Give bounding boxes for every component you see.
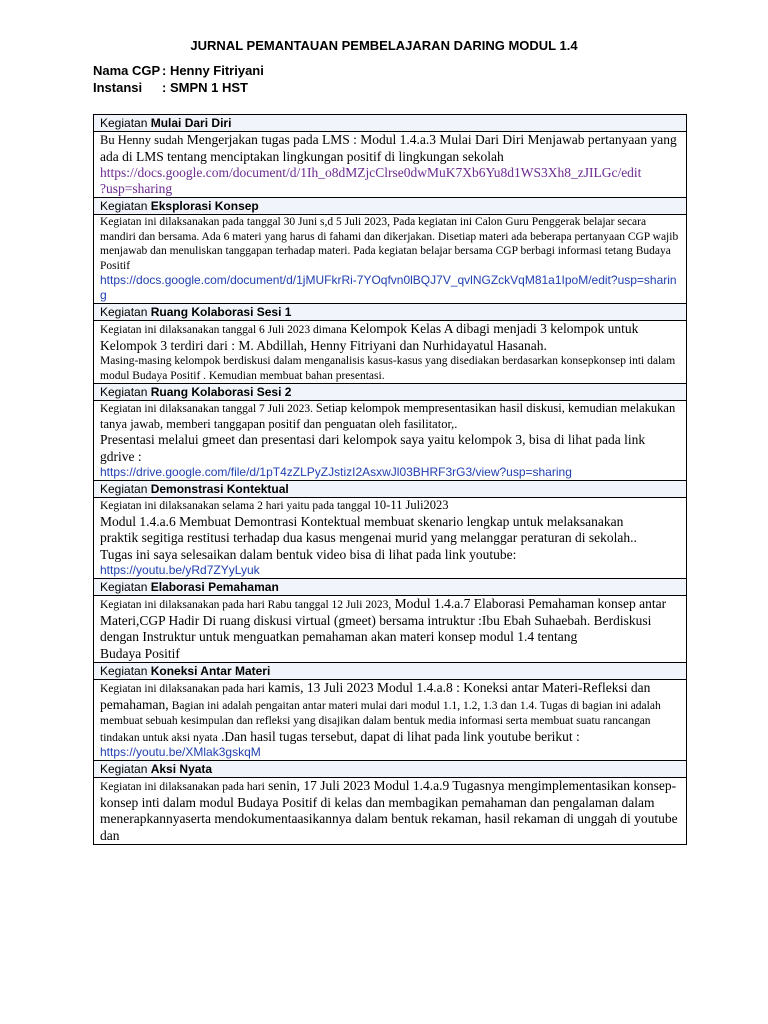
section-body-row	[94, 132, 687, 198]
section-body	[94, 132, 687, 198]
institution-label: Instansi	[93, 80, 143, 95]
section-header-row	[94, 579, 687, 596]
section-text: Modul 1.4.a.6 Membuat Demontrasi Kontektual membuat skenario lengkap untuk melaksanakan	[100, 513, 624, 529]
section-text-part: Kelompok Kelas A dibagi menjadi 3 kelompok untuk Kelompok 3 terdiri dari : M. Abdillah, Henny Fitriyani dan Nurhidayatul Hasanah.	[100, 321, 639, 353]
section-title: Eksplorasi Konsep	[150, 199, 259, 213]
section-header-row	[94, 481, 687, 498]
section-text	[100, 132, 680, 165]
section-text-part: Modul 1.4.a.7 Elaborasi Pemahaman konsep antar Materi,CGP Hadir Di ruang diskusi virtual (gmeet) bersama intruktur :Ibu Ebah Suhaebah. Berdiskusi dengan Instruktur untuk menguatkan pemahaman akan materi konsep modul 1.4 tentang	[100, 596, 667, 644]
section-text	[100, 680, 680, 745]
section-text: Masing-masing kelompok berdiskusi dalam menganalisis kasus-kasus yang disediakan berdasarkan konsepkonsep inti dalam modul Budaya Positif . Kemudian membuat bahan presentasi.	[100, 355, 676, 382]
section-body-row	[94, 321, 687, 384]
section-body-row	[94, 680, 687, 761]
section-text	[100, 596, 680, 646]
section-text: Tugas ini saya selesaikan dalam bentuk video bisa di lihat pada link youtube:	[100, 546, 517, 562]
activity-word: Kegiatan	[100, 580, 148, 594]
section-header	[94, 115, 687, 132]
section-body	[94, 778, 687, 845]
section-link[interactable]: https://drive.google.com/file/d/1pT4zZLPyZJstizI2AsxwJl03BHRF3rG3/view?usp=sharing	[100, 465, 572, 479]
section-body-row	[94, 778, 687, 845]
section-body	[94, 401, 687, 481]
activity-word: Kegiatan	[100, 199, 148, 213]
section-body-row	[94, 215, 687, 304]
activity-word: Kegiatan	[100, 305, 148, 319]
section-body-row	[94, 401, 687, 481]
section-body	[94, 680, 687, 761]
section-text	[100, 498, 680, 514]
section-title: Koneksi Antar Materi	[150, 664, 271, 678]
section-body	[94, 596, 687, 663]
section-link-tail[interactable]: ?usp=sharing	[100, 181, 173, 196]
cgp-name-line	[93, 63, 264, 78]
section-title: Ruang Kolaborasi Sesi 2	[150, 385, 292, 399]
section-header	[94, 384, 687, 401]
section-header-row	[94, 115, 687, 132]
section-body	[94, 215, 687, 304]
section-text-part: Kegiatan ini dilaksanakan tanggal 7 Juli 2023.	[100, 403, 314, 415]
section-text-part: Kegiatan ini dilaksanakan selama 2 hari yaitu pada tanggal	[100, 500, 371, 512]
cgp-name-value: : Henny Fitriyani	[162, 63, 264, 78]
section-header	[94, 198, 687, 215]
section-text-part: 10-11 Juli2023	[373, 498, 449, 512]
section-text: Presentasi melalui gmeet dan presentasi dari kelompok saya yaitu kelompok 3, bisa di lihat pada link gdrive :	[100, 432, 646, 464]
section-title: Aksi Nyata	[150, 762, 213, 776]
activity-word: Kegiatan	[100, 385, 148, 399]
section-header-row	[94, 198, 687, 215]
section-text-part: Kegiatan ini dilaksanakan pada hari	[100, 781, 265, 793]
section-text-part: Setiap kelompok mempresentasikan hasil diskusi, kemudian melakukan tanya jawab, memberi tanggapan positif dan penguatan oleh fasilitator,.	[100, 401, 676, 431]
section-title: Mulai Dari Diri	[150, 116, 232, 130]
section-text-part: Bu Henny sudah	[100, 133, 184, 147]
section-text	[100, 401, 680, 432]
section-body	[94, 498, 687, 579]
section-header	[94, 761, 687, 778]
section-text-part: Mengerjakan tugas pada LMS : Modul 1.4.a.3 Mulai Dari Diri Menjawab pertanyaan yang ada di LMS tentang menciptakan lingkungan positif di lingkungan sekolah	[100, 132, 677, 164]
journal-table	[93, 114, 687, 845]
activity-word: Kegiatan	[100, 116, 148, 130]
section-header	[94, 663, 687, 680]
section-body	[94, 321, 687, 384]
section-text-part: Kegiatan ini dilaksanakan tanggal 6 Juli 2023 dimana	[100, 324, 347, 336]
activity-word: Kegiatan	[100, 762, 148, 776]
section-title: Elaborasi Pemahaman	[150, 580, 279, 594]
section-link[interactable]: https://youtu.be/XMlak3gskqM	[100, 745, 261, 759]
section-title: Ruang Kolaborasi Sesi 1	[150, 305, 292, 319]
section-text-part: kamis, 13 Juli 2023 Modul 1.4.a.8 : Koneksi antar Materi-Refleksi dan pemahaman,	[100, 680, 651, 712]
section-body-row	[94, 498, 687, 579]
section-text-part: Kegiatan ini dilaksanakan pada hari Rabu tanggal 12 Juli 2023,	[100, 599, 392, 611]
activity-word: Kegiatan	[100, 482, 148, 496]
institution-value: : SMPN 1 HST	[162, 80, 248, 95]
section-link[interactable]: https://docs.google.com/document/d/1jMUFkrRi-7YOqfvn0lBQJ7V_qvlNGZckVqM81a1IpoM/edit?usp=sharing	[100, 273, 677, 302]
section-text: Budaya Positif	[100, 645, 180, 661]
section-text-part: senin, 17 Juli 2023 Modul 1.4.a.9 Tugasnya mengimplementasikan konsep-konsep inti dalam modul Budaya Positif di kelas dan membagikan pemahaman dan pengalaman dalam menerapkannyaserta mendokumentaasikannya dalam bentuk rekaman, hasil rekaman di unggah di youtube dan	[100, 778, 678, 843]
section-text-part: Kegiatan ini dilaksanakan pada hari	[100, 683, 265, 695]
section-header-row	[94, 384, 687, 401]
section-header-row	[94, 304, 687, 321]
section-header	[94, 481, 687, 498]
document-title: JURNAL PEMANTAUAN PEMBELAJARAN DARING MODUL 1.4	[190, 38, 578, 53]
section-header-row	[94, 663, 687, 680]
section-header	[94, 579, 687, 596]
section-body-row	[94, 596, 687, 663]
section-text: praktik segitiga restitusi terhadap dua kasus mengenai murid yang melanggar peraturan di sekolah..	[100, 530, 637, 545]
institution-line	[93, 80, 248, 95]
section-link[interactable]: https://youtu.be/yRd7ZYyLyuk	[100, 563, 260, 577]
section-header	[94, 304, 687, 321]
section-title: Demonstrasi Kontektual	[150, 482, 289, 496]
section-text	[100, 321, 680, 354]
section-link[interactable]: https://docs.google.com/document/d/1Ih_o8dMZjcClrse0dwMuK7Xb6Yu8d1WS3Xh8_zJILGc/edit	[100, 165, 642, 180]
section-text-part: .Dan hasil tugas tersebut, dapat di lihat pada link youtube berikut :	[220, 728, 580, 744]
section-header-row	[94, 761, 687, 778]
section-text-part: Bagian ini adalah pengaitan antar materi mulai dari modul 1.1, 1.2, 1.3 dan 1.4. Tugas di bagian ini adalah membuat sebuah kesimpulan dan refleksi yang disajikan dalam bentuk media informasi serta membuat suatu rancangan tindakan untuk aksi nyata	[100, 699, 661, 744]
section-text	[100, 778, 680, 844]
section-text: Kegiatan ini dilaksanakan pada tanggal 30 Juni s,d 5 Juli 2023, Pada kegiatan ini Calon Guru Penggerak belajar secara mandiri dan bersama. Ada 6 materi yang harus di fahami dan dikerjakan. Disetiap materi ada beberapa pertanyaan CGP wajib menjawab dan menuliskan tanggapan terhadap materi. Pada kegiatan belajar bersama CGP berbagi informasi tetang Budaya Positif	[100, 216, 679, 272]
activity-word: Kegiatan	[100, 664, 148, 678]
cgp-name-label: Nama CGP	[93, 63, 161, 78]
